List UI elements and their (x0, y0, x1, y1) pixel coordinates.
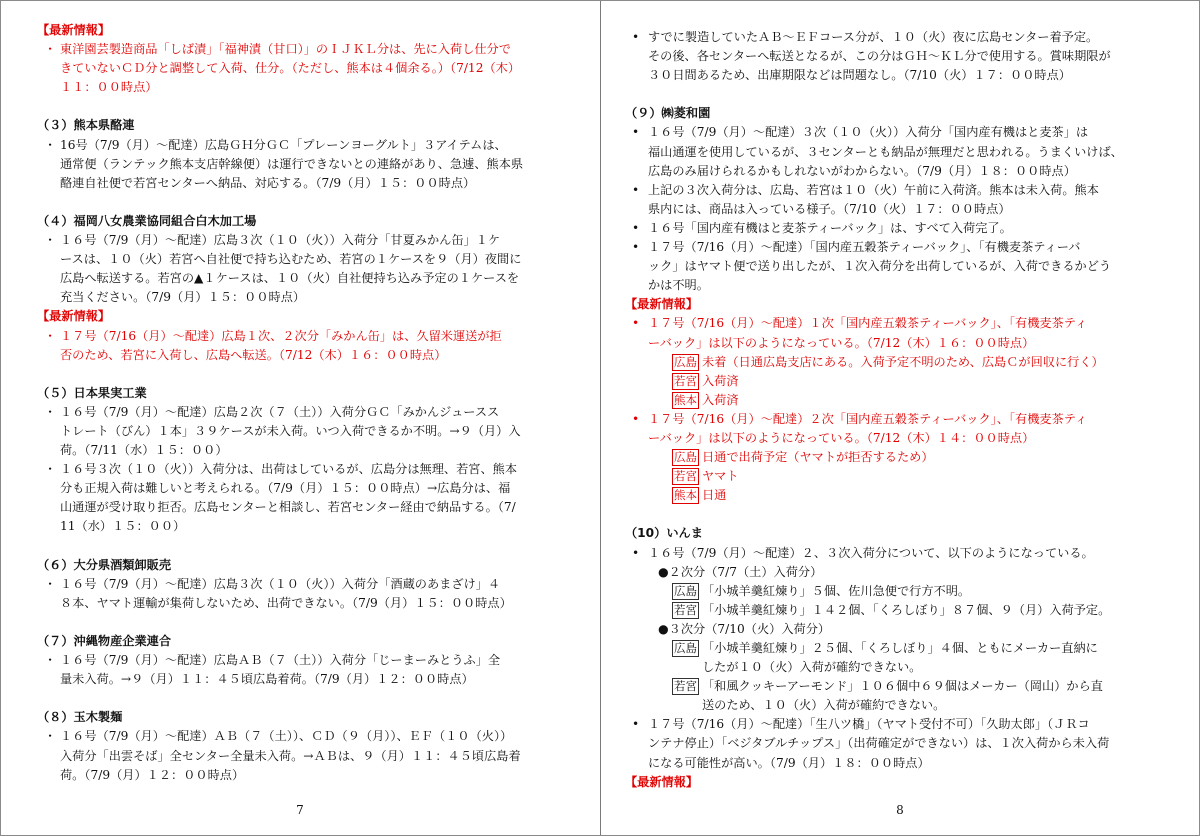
text-line: 充当ください。（7/9（月）１５：００時点） (60, 290, 306, 305)
list-item (37, 136, 567, 193)
page-right (601, 1, 1199, 835)
text-line: ースは、１０（火）若宮へ自社便で持ち込むため、若宮の１ケースを９（月）夜間に (60, 252, 522, 267)
center-status-row (625, 601, 1165, 620)
text-line: ３０日間あるため、出庫期限などは問題なし。（7/10（火）１７：００時点） (648, 68, 1071, 83)
text-line: 11（水）１５：００） (60, 519, 186, 534)
update-heading: 【最新情報】 (37, 309, 111, 324)
text-line: 福山通運を使用しているが、３センターとも納品が無理だと思われる。うまくいけば、 (648, 144, 1123, 159)
center-tag: 若宮 (674, 602, 697, 617)
list-item (37, 327, 567, 365)
bullet-marker: ・ (44, 42, 57, 57)
center-tag: 熊本 (674, 392, 697, 407)
bullet-marker: ・ (44, 653, 57, 668)
text-line: 「小城羊羹紅煉り」２５個、「くろしぼり」４個、ともにメーカー直納に (702, 641, 1098, 655)
text-line: 送のため、１０（火）入荷が確約できない。 (702, 698, 946, 713)
update-heading: 【最新情報】 (37, 23, 111, 37)
center-status-row (625, 582, 1165, 601)
list-item (625, 238, 1165, 295)
list-item (37, 460, 567, 536)
spacer (625, 505, 1165, 524)
center-status-row (625, 372, 1165, 391)
text-line: 東洋園芸製造商品「しば漬」「福神漬（甘口）」のＩＪＫＬ分は、先に入荷し仕分で (60, 42, 511, 57)
bullet-marker: • (632, 545, 640, 560)
bullet-marker: • (632, 717, 640, 732)
list-item (625, 181, 1165, 219)
text-line: 否のため、若宮に入荷し、広島へ転送。（7/12（木）１６：００時点） (60, 347, 447, 362)
text-line: １６号３次（１０（火））入荷分は、出荷はしているが、広島分は無理、若宮、熊本 (60, 462, 518, 477)
page-number: 8 (896, 803, 904, 817)
list-item (37, 575, 567, 613)
text-line: ●２次分（7/7（土）入荷分） (658, 564, 823, 579)
list-item (37, 40, 567, 97)
text-line: １７号（7/16（月）～配達）「国内産五穀茶ティーバック」、「有機麦茶ティーバ (648, 240, 1081, 255)
text-line: ック」はヤマト便で送り出したが、１次入荷分を出荷しているが、入荷できるかどう (648, 259, 1112, 274)
center-tag: 広島 (674, 641, 697, 655)
text-line: 酪連自社便で若宮センターへ納品、対応する。（7/9（月）１５：００時点） (60, 175, 476, 190)
text-line: １１：００時点） (60, 80, 158, 95)
center-status-row (625, 639, 1165, 677)
center-tag: 若宮 (674, 469, 697, 484)
section-heading: （６）大分県酒類卸販売 (37, 557, 172, 572)
spacer (37, 613, 567, 632)
center-tag: 広島 (674, 450, 697, 465)
bullet-marker: • (632, 240, 640, 255)
spacer (37, 193, 567, 212)
text-line: 量未入荷。→９（月）１１：４５頃広島着荷。（7/9（月）１２：００時点） (60, 672, 474, 687)
text-line: １６号（7/9（月）～配達）広島３次（１０（火））入荷分「酒蔵のあまざけ」４ (60, 576, 501, 591)
section-heading: （７）沖縄物産企業連合 (37, 634, 172, 648)
list-item (625, 123, 1165, 180)
section-heading: （９）㈱菱和園 (625, 106, 711, 121)
page-left-content (37, 21, 567, 785)
text-line: １６号（7/9（月）～配達）２、３次入荷分について、以下のようになっている。 (648, 545, 1094, 560)
text-line: 県内には、商品は入っている様子。（7/10（火）１７：００時点） (648, 201, 1011, 216)
list-item (625, 314, 1165, 352)
text-line: ８本、ヤマト運輸が集荷しないため、出荷できない。（7/9（月）１５：００時点） (60, 595, 512, 610)
text-line: １６号「国内産有機はと麦茶ティーバック」は、すべて入荷完了。 (648, 220, 1012, 235)
bullet-marker: • (632, 182, 640, 197)
center-status-row (625, 353, 1165, 372)
text-line: 日通 (702, 488, 727, 503)
text-line: １６号（7/9（月）～配達）ＡＢ（７（土））、ＣＤ（９（月））、ＥＦ（１０（火）） (60, 729, 513, 744)
text-line: ●３次分（7/10（火）入荷分） (658, 621, 831, 636)
text-line: １７号（7/16（月）～配達）広島１次、２次分「みかん缶」は、久留米運送が拒 (60, 328, 502, 343)
text-line: 入荷分「出雲そば」全センター全量未入荷。→ＡＢは、９（月）１１：４５頃広島着 (60, 748, 521, 763)
text-line: 荷。（7/9（月）１２：００時点） (60, 767, 245, 782)
center-status-row (625, 677, 1165, 715)
center-status-row (625, 467, 1165, 486)
bullet-marker: • (632, 411, 640, 426)
text-line: になる可能性が高い。（7/9（月）１８：００時点） (648, 755, 930, 770)
text-line: 上記の３次入荷分は、広島、若宮は１０（火）午前に入荷済。熊本は未入荷。熊本 (648, 182, 1099, 197)
text-line: 「小城羊羹紅煉り」１４２個、「くろしぼり」８７個、９（月）入荷予定。 (702, 602, 1111, 617)
list-item (37, 403, 567, 460)
center-status-row (625, 448, 1165, 467)
bullet-marker: ・ (44, 328, 57, 343)
page-right-content (625, 28, 1165, 792)
section-heading: （８）玉木製麺 (37, 710, 123, 725)
section-heading: （４）福岡八女農業協同組合白木加工場 (37, 213, 257, 228)
text-line: 広島のみ届けられるかもしれないがわからない。（7/9（月）１８：００時点） (648, 163, 1076, 178)
text-line: ンテナ停止）「ベジタブルチップス」（出荷確定ができない）は、１次入荷から未入荷 (648, 736, 1110, 751)
bullet-marker: • (632, 30, 640, 44)
text-line: その後、各センターへ転送となるが、この分はＧＨ～ＫＬ分で使用する。賞味期限が (648, 49, 1111, 64)
text-line: 分も正規入荷は難しいと考えられる。（7/9（月）１５：００時点）→広島分は、福 (60, 481, 511, 496)
list-item (625, 219, 1165, 238)
text-line: 広島へ転送する。若宮の▲１ケースは、１０（火）自社便持ち込み予定の１ケースを (60, 271, 520, 286)
text-line: １７号（7/16（月）～配達）２次「国内産五穀茶ティーバック」、「有機麦茶ティ (648, 411, 1088, 426)
text-line: トレート（びん）１本」３９ケースが未入荷。いつ入荷できるか不明。→９（月）入 (60, 423, 521, 438)
text-line: １７号（7/16（月）～配達）「生八ツ橋」（ヤマト受付不可）「久助太郎」（ＪＲコ (648, 717, 1090, 732)
spacer (37, 689, 567, 708)
center-tag: 広島 (674, 583, 697, 598)
text-line: 荷。（7/11（水）１５：００） (60, 443, 228, 458)
update-heading: 【最新情報】 (625, 774, 699, 789)
bullet-marker: • (632, 316, 640, 331)
list-item (625, 28, 1165, 85)
text-line: ーバック」は以下のようになっている。（7/12（木）１６：００時点） (648, 335, 1035, 350)
center-status-row (625, 486, 1165, 505)
list-item (37, 231, 567, 307)
spacer (37, 97, 567, 116)
spacer (37, 365, 567, 384)
text-line: １７号（7/16（月）～配達）１次「国内産五穀茶ティーバック」、「有機麦茶ティ (648, 316, 1088, 331)
text-line: １６号（7/9（月）～配達）広島３次（１０（火））入荷分「甘夏みかん缶」１ケ (60, 233, 501, 248)
text-line: すでに製造していたＡＢ～ＥＦコース分が、１０（火）夜に広島センター着予定。 (648, 30, 1099, 44)
spacer (37, 537, 567, 556)
bullet-marker: • (632, 125, 640, 140)
page-left (1, 1, 599, 835)
text-line: かは不明。 (648, 278, 709, 293)
bullet-marker: ・ (44, 233, 57, 248)
list-item (625, 410, 1165, 448)
text-line: 「小城羊羹紅煉り」５個、佐川急便で行方不明。 (702, 583, 971, 598)
update-heading: 【最新情報】 (625, 297, 699, 312)
text-line: 入荷済 (702, 373, 739, 388)
center-tag: 広島 (674, 354, 697, 369)
text-line: したが１０（火）入荷が確約できない。 (702, 660, 922, 675)
center-status-row (625, 391, 1165, 410)
text-line: きていないＣＤ分と調整して入荷、仕分。（ただし、熊本は４個余る。）（7/12（木） (60, 61, 521, 76)
text-line: 「和風クッキーアーモンド」１０６個中６９個はメーカー（岡山）から直 (702, 679, 1103, 694)
list-item (625, 715, 1165, 772)
sub-heading (625, 620, 1165, 639)
text-line: １６号（7/9（月）～配達）広島２次（７（土））入荷分ＧＣ「みかんジュースス (60, 404, 500, 419)
text-line: １６号（7/9（月）～配達）３次（１０（火））入荷分「国内産有機はと麦茶」は (648, 125, 1089, 140)
center-tag: 若宮 (674, 679, 697, 694)
text-line: 入荷済 (702, 392, 739, 407)
text-line: ヤマト (702, 469, 739, 484)
sub-heading (625, 563, 1165, 582)
bullet-marker: ・ (44, 462, 57, 477)
bullet-marker: • (632, 220, 640, 235)
text-line: 通常便（ランテック熊本支店幹線便）は運行できないとの連絡があり、急遽、熊本県 (60, 156, 524, 171)
section-heading: （10）いんま (625, 526, 703, 541)
bullet-marker: ・ (44, 404, 57, 419)
text-line: 山通運が受け取り拒否。広島センターと相談し、若宮センター経由で納品する。（7/ (60, 500, 516, 515)
section-heading: （５）日本果実工業 (37, 385, 147, 400)
list-item (625, 544, 1165, 563)
bullet-marker: ・ (44, 576, 57, 591)
list-item (37, 651, 567, 689)
text-line: 未着（日通広島支店にある。入荷予定不明のため、広島Ｃが回収に行く） (702, 354, 1104, 369)
page-number: 7 (296, 803, 304, 817)
bullet-marker: ・ (44, 729, 57, 744)
text-line: ーバック」は以下のようになっている。（7/12（木）１４：００時点） (648, 430, 1035, 445)
bullet-marker: ・ (44, 137, 57, 152)
list-item (37, 727, 567, 784)
center-tag: 熊本 (674, 488, 697, 503)
spacer (625, 85, 1165, 104)
text-line: 日通で出荷予定（ヤマトが拒否するため） (702, 450, 934, 465)
text-line: 16号（7/9（月）～配達）広島ＧＨ分ＧＣ「プレーンヨーグルト」３アイテムは、 (60, 137, 507, 152)
text-line: １６号（7/9（月）～配達）広島ＡＢ（７（土））入荷分「じーまーみとうふ」全 (60, 653, 501, 668)
center-tag: 若宮 (674, 373, 697, 388)
section-heading: （３）熊本県酪連 (37, 118, 135, 133)
